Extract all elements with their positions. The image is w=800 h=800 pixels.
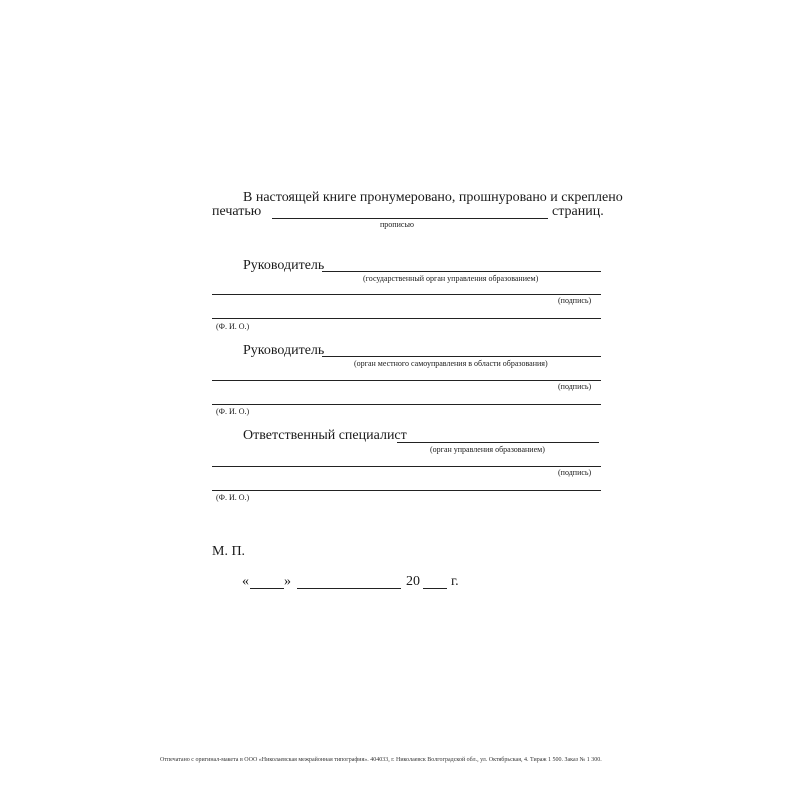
date-month-line[interactable] <box>297 588 401 589</box>
intro-suffix: страниц. <box>552 204 604 219</box>
signer-2-title: Руководитель <box>243 343 325 358</box>
signer-3-fio-line[interactable] <box>212 490 601 491</box>
signer-3-sign-line[interactable] <box>212 466 601 467</box>
signer-1-fio-line[interactable] <box>212 318 601 319</box>
printer-imprint: Отпечатано с оригинал-макета в ООО «Николаевская межрайонная типография». 404033, г. Николаевск Волгоградской обл., ул. Октябрьская, 4. Тираж 1 500. Заказ № 1 300. <box>160 757 602 763</box>
intro-hint: прописью <box>380 220 415 229</box>
signer-2-fio-line[interactable] <box>212 404 601 405</box>
date-year-suffix: г. <box>451 574 459 589</box>
date-year-line[interactable] <box>423 588 447 589</box>
signer-1-sign-hint: (подпись) <box>558 296 592 305</box>
stamp-label: М. П. <box>212 544 246 559</box>
signer-3-title: Ответственный специалист <box>243 428 407 443</box>
signer-3-org-hint: (орган управления образованием) <box>430 445 545 454</box>
signer-2-org-hint: (орган местного самоуправления в области образования) <box>354 359 548 368</box>
date-open-quote: « <box>242 574 249 589</box>
signer-2-sign-hint: (подпись) <box>558 382 592 391</box>
date-close-quote: » <box>284 574 291 589</box>
date-day-line[interactable] <box>250 588 284 589</box>
pages-count-line[interactable] <box>272 218 548 219</box>
signer-2-org-line[interactable] <box>322 356 601 357</box>
signer-1-title: Руководитель <box>243 258 325 273</box>
signer-2-sign-line[interactable] <box>212 380 601 381</box>
signer-3-org-line[interactable] <box>397 442 599 443</box>
date-century: 20 <box>406 574 420 589</box>
signer-2-fio-hint: (Ф. И. О.) <box>216 407 250 416</box>
intro-prefix: печатью <box>212 204 262 219</box>
signer-1-org-hint: (государственный орган управления образованием) <box>363 274 539 283</box>
signer-3-sign-hint: (подпись) <box>558 468 592 477</box>
intro-line-1: В настоящей книге пронумеровано, прошнуровано и скреплено <box>243 190 623 205</box>
signer-1-sign-line[interactable] <box>212 294 601 295</box>
signer-1-org-line[interactable] <box>322 271 601 272</box>
signer-3-fio-hint: (Ф. И. О.) <box>216 493 250 502</box>
signer-1-fio-hint: (Ф. И. О.) <box>216 322 250 331</box>
